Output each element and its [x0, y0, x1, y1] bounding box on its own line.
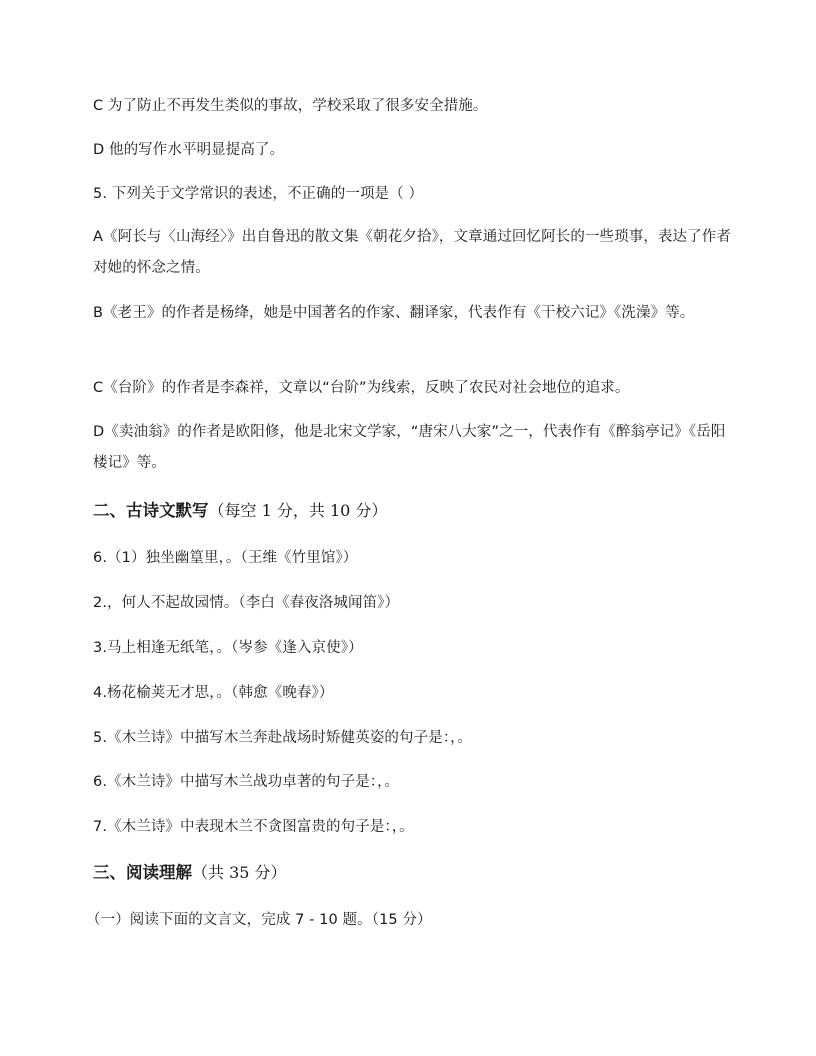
option-c-prev: C 为了防止不再发生类似的事故，学校采取了很多安全措施。 — [93, 98, 488, 114]
recitation-line-4: 4.杨花榆荚无才思，。（韩愈《晚春》） — [93, 685, 334, 701]
question-5: 5. 下列关于文学常识的表述，不正确的一项是（ ） — [93, 186, 424, 202]
question-5-option-a: A《阿长与〈山海经〉》出自鲁迅的散文集《朝花夕拾》，文章通过回忆阿长的一些琐事，表达了作者对她的怀念之情。 — [93, 229, 731, 276]
section-3-title: 三、阅读理解 — [93, 863, 192, 882]
section-3-subtitle: （一）阅读下面的文言文，完成 7 - 10 题。（15 分） — [86, 912, 432, 928]
section-3-note: （共 35 分） — [192, 863, 287, 882]
recitation-line-1: 6.（1）独坐幽篁里，。（王维《竹里馆》） — [93, 550, 358, 566]
question-5-option-b: B《老王》的作者是杨绛，她是中国著名的作家、翻译家，代表作有《干校六记》《洗澡》等。 — [93, 305, 695, 321]
section-3-heading — [93, 862, 287, 884]
recitation-line-6: 6.《木兰诗》中描写木兰战功卓著的句子是：，。 — [93, 774, 400, 790]
question-5-option-c: C《台阶》的作者是李森祥，文章以“台阶”为线索，反映了农民对社会地位的追求。 — [93, 380, 630, 396]
recitation-line-3: 3.马上相逢无纸笔，。（岑参《逢入京使》） — [93, 640, 363, 656]
section-2-heading — [93, 500, 387, 522]
question-5-option-d: D《卖油翁》的作者是欧阳修，他是北宋文学家，“唐宋八大家”之一，代表作有《醉翁亭记》《岳阳楼记》等。 — [93, 424, 726, 471]
option-d-prev: D 他的写作水平明显提高了。 — [93, 142, 285, 158]
recitation-line-2: 2.，何人不起故园情。（李白《春夜洛城闻笛》） — [93, 595, 400, 611]
section-2-title: 二、古诗文默写 — [93, 501, 209, 520]
recitation-line-7: 7.《木兰诗》中表现木兰不贪图富贵的句子是：，。 — [93, 819, 414, 835]
section-2-note: （每空 1 分，共 10 分） — [208, 501, 388, 520]
recitation-line-5: 5.《木兰诗》中描写木兰奔赴战场时矫健英姿的句子是：，。 — [93, 730, 473, 746]
